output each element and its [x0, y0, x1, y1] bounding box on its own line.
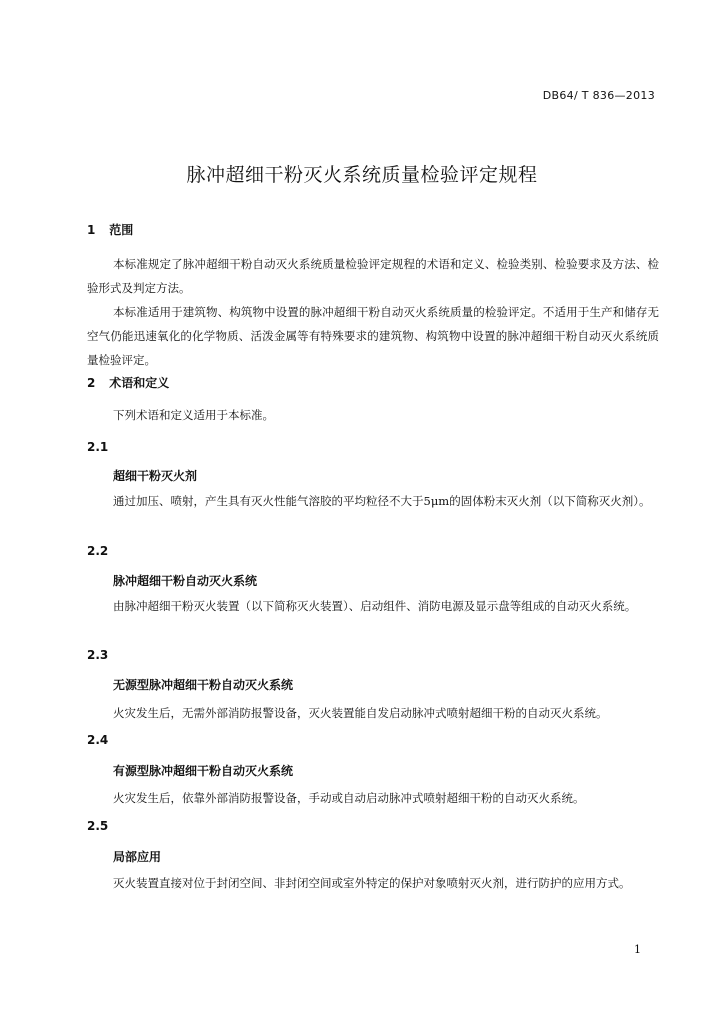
- term-number: 2.4: [87, 733, 109, 747]
- page-number: 1: [634, 943, 641, 956]
- term-name: 无源型脉冲超细干粉自动灭火系统: [113, 678, 294, 692]
- term-definition: 通过加压、喷射，产生具有灭火性能气溶胶的平均粒径不大于5μm的固体粉末灭火剂（以下简称灭火剂）。: [113, 494, 651, 508]
- term-name: 脉冲超细干粉自动灭火系统: [113, 574, 258, 588]
- section-heading: [87, 221, 133, 238]
- section-title: 术语和定义: [109, 376, 170, 390]
- term-name: 局部应用: [113, 850, 162, 864]
- paragraph: 本标准规定了脉冲超细干粉自动灭火系统质量检验评定规程的术语和定义、检验类别、检验要求及方法、检验形式及判定方法。: [87, 257, 659, 295]
- term-definition: 由脉冲超细干粉灭火装置（以下简称灭火装置）、启动组件、消防电源及显示盘等组成的自动灭火系统。: [113, 599, 637, 613]
- term-definition: 灭火装置直接对位于封闭空间、非封闭空间或室外特定的保护对象喷射灭火剂，进行防护的应用方式。: [113, 876, 631, 890]
- section-intro: 下列术语和定义适用于本标准。: [113, 408, 274, 422]
- term-name: 超细干粉灭火剂: [113, 469, 198, 483]
- term-definition: 火灾发生后，依靠外部消防报警设备，手动或自动启动脉冲式喷射超细干粉的自动灭火系统。: [113, 791, 585, 805]
- paragraph: 本标准适用于建筑物、构筑物中设置的脉冲超细干粉自动灭火系统质量的检验评定。不适用于生产和储存无空气仍能迅速氧化的化学物质、活泼金属等有特殊要求的建筑物、构筑物中设置的脉冲超细干粉自动灭火系统质量检验评定。: [87, 305, 659, 367]
- section-number: 2: [87, 376, 96, 390]
- term-definition: 火灾发生后，无需外部消防报警设备，灭火装置能自发启动脉冲式喷射超细干粉的自动灭火系统。: [113, 706, 608, 720]
- term-number: 2.5: [87, 819, 109, 833]
- standard-code: DB64/ T 836—2013: [542, 89, 655, 102]
- term-number: 2.1: [87, 440, 109, 454]
- page-title: 脉冲超细干粉灭火系统质量检验评定规程: [186, 164, 538, 186]
- term-number: 2.3: [87, 648, 109, 662]
- section-title: 范围: [109, 223, 134, 237]
- section-heading: [87, 374, 169, 391]
- term-number: 2.2: [87, 544, 109, 558]
- term-name: 有源型脉冲超细干粉自动灭火系统: [113, 764, 294, 778]
- section-number: 1: [87, 223, 96, 237]
